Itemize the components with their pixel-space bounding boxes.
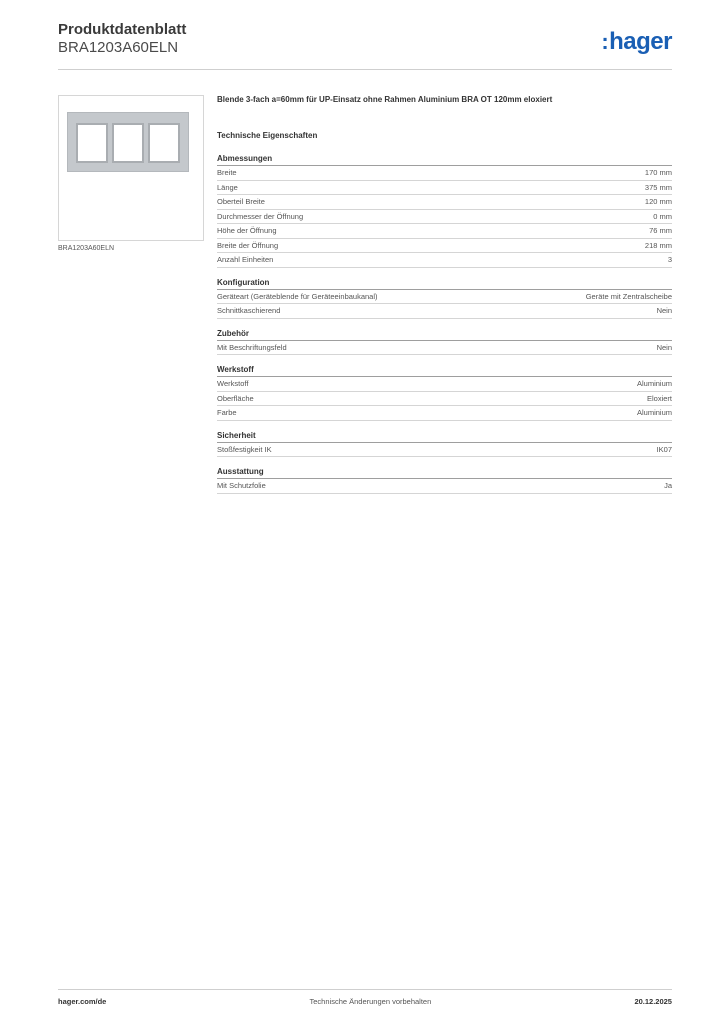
footer-disclaimer: Technische Änderungen vorbehalten	[309, 997, 432, 1006]
property-label: Oberteil Breite	[217, 197, 265, 207]
property-label: Mit Beschriftungsfeld	[217, 342, 287, 352]
section-title: Konfiguration	[217, 278, 672, 290]
property-label: Mit Schutzfolie	[217, 481, 266, 491]
property-row	[217, 304, 672, 319]
property-row	[217, 224, 672, 239]
property-value: 76 mm	[649, 226, 672, 236]
property-section	[217, 467, 672, 494]
section-title: Zubehör	[217, 329, 672, 341]
property-label: Werkstoff	[217, 379, 249, 389]
footer-website: hager.com/de	[58, 997, 107, 1006]
property-label: Farbe	[217, 408, 237, 418]
product-description: Blende 3-fach a=60mm für UP-Einsatz ohne Rahmen Aluminium BRA OT 120mm eloxiert	[217, 95, 553, 104]
property-label: Länge	[217, 182, 238, 192]
property-row	[217, 392, 672, 407]
property-section	[217, 431, 672, 458]
section-title: Sicherheit	[217, 431, 672, 443]
property-row	[217, 341, 672, 356]
property-value: Nein	[656, 306, 672, 316]
plate-opening	[112, 123, 144, 163]
property-label: Höhe der Öffnung	[217, 226, 277, 236]
property-row	[217, 239, 672, 254]
property-value: 3	[667, 255, 672, 265]
section-title: Abmessungen	[217, 154, 672, 166]
property-value: Ja	[664, 481, 672, 491]
image-caption: BRA1203A60ELN	[58, 245, 115, 252]
property-label: Schnittkaschierend	[217, 306, 281, 316]
properties-content	[217, 95, 672, 504]
logo-dots-icon: :	[601, 29, 609, 54]
footer-divider	[58, 989, 672, 990]
hager-logo	[601, 28, 672, 56]
product-image	[58, 95, 204, 241]
property-value: Aluminium	[636, 408, 672, 418]
property-row	[217, 377, 672, 392]
header-divider	[58, 69, 672, 70]
property-row	[217, 406, 672, 421]
property-row	[217, 210, 672, 225]
property-value: 0 mm	[653, 211, 672, 221]
property-section	[217, 154, 672, 268]
section-title: Ausstattung	[217, 467, 672, 479]
property-section	[217, 365, 672, 421]
property-row	[217, 181, 672, 196]
property-value: 170 mm	[644, 168, 672, 178]
footer	[58, 997, 672, 1006]
footer-date: 20.12.2025	[634, 997, 672, 1006]
property-value: Geräte mit Zentralscheibe	[585, 291, 672, 301]
property-row	[217, 479, 672, 494]
property-section	[217, 278, 672, 319]
property-label: Oberfläche	[217, 393, 254, 403]
property-row	[217, 166, 672, 181]
plate-opening	[76, 123, 108, 163]
property-label: Anzahl Einheiten	[217, 255, 274, 265]
property-value: 375 mm	[644, 182, 672, 192]
plate-opening	[148, 123, 180, 163]
sections-container	[217, 154, 672, 494]
property-label: Breite der Öffnung	[217, 240, 279, 250]
property-label: Breite	[217, 168, 237, 178]
property-label: Geräteart (Geräteblende für Geräteeinbaukanal)	[217, 291, 378, 301]
property-row	[217, 195, 672, 210]
property-value: Aluminium	[636, 379, 672, 389]
tech-properties-title: Technische Eigenschaften	[217, 131, 318, 140]
property-row	[217, 443, 672, 458]
property-value: 218 mm	[644, 240, 672, 250]
property-row	[217, 253, 672, 268]
property-row	[217, 290, 672, 305]
section-title: Werkstoff	[217, 365, 672, 377]
property-section	[217, 329, 672, 356]
page-title: Produktdatenblatt	[58, 21, 187, 38]
cover-plate-image	[67, 112, 189, 172]
property-value: Nein	[656, 342, 672, 352]
property-value: IK07	[656, 444, 672, 454]
property-label: Stoßfestigkeit IK	[217, 444, 272, 454]
logo-text: hager	[609, 28, 672, 55]
property-label: Durchmesser der Öffnung	[217, 211, 304, 221]
page-subtitle: BRA1203A60ELN	[58, 39, 179, 56]
property-value: Eloxiert	[646, 393, 672, 403]
property-value: 120 mm	[644, 197, 672, 207]
